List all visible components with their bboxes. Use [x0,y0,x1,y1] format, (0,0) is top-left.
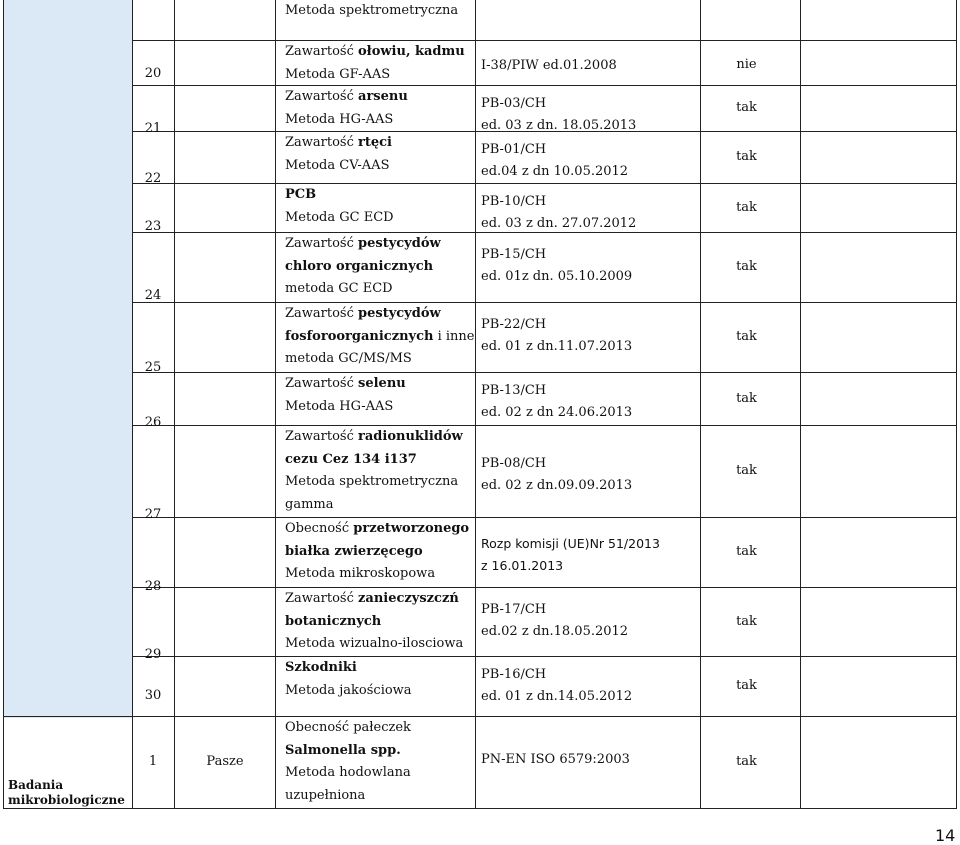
method-line: Zawartość radionuklidów [285,429,463,444]
grid-hline [132,302,957,303]
method-line: gamma [285,496,334,512]
reference-line: z 16.01.2013 [481,558,564,573]
method-line: Metoda GF-AAS [285,66,391,82]
grid-hline [132,517,957,518]
method-line: Metoda wizualno-ilosciowa [285,636,464,651]
row-number: 24 [144,288,162,303]
verdict-cell: nie [736,57,757,72]
grid-vline [800,0,801,808]
reference-line: Rozp komisji (UE)Nr 51/2013 [481,536,660,551]
reference-line: PB-15/CH [481,247,547,262]
method-line: Salmonella spp. [285,742,401,758]
method-line: Metoda hodowlana [285,765,411,780]
reference-line: ed.04 z dn 10.05.2012 [481,164,629,179]
method-line: botanicznych [285,613,382,629]
reference-line: PB-13/CH [481,383,547,398]
grid-vline [956,0,957,808]
verdict-cell: tak [736,149,757,164]
method-line: Zawartość selenu [285,376,406,391]
reference-line: ed. 03 z dn. 18.05.2013 [481,118,637,133]
grid-hline [132,372,957,373]
row-number: 25 [144,360,162,375]
verdict-cell: tak [736,200,757,215]
reference-line: ed. 01 z dn.11.07.2013 [481,339,633,354]
method-line: metoda GC/MS/MS [285,351,412,366]
reference-line: PB-03/CH [481,96,547,111]
method-line: chloro organicznych [285,258,434,274]
reference-line: PB-17/CH [481,602,547,617]
row-number: 20 [144,66,162,81]
verdict-cell: tak [736,391,757,406]
reference-line: PN-EN ISO 6579:2003 [481,752,630,767]
row-number: 22 [144,171,162,186]
grid-hline [3,808,957,809]
grid-hline [132,656,957,657]
method-line: Metoda jakościowa [285,682,412,698]
grid-hline [132,40,957,41]
method-line: Zawartość pestycydów [285,236,441,251]
verdict-cell: tak [736,544,757,559]
reference-line: PB-22/CH [481,317,547,332]
method-line: Metoda HG-AAS [285,111,394,127]
grid-vline [174,0,175,808]
grid-hline [132,85,957,86]
method-line: Metoda spektrometryczna [285,474,459,489]
method-line: Obecność przetworzonego [285,521,470,536]
verdict-cell: tak [736,259,757,274]
grid-vline [3,0,4,808]
grid-hline [132,425,957,426]
row-number: 28 [144,579,162,594]
verdict-cell: tak [736,614,757,629]
row-number: 30 [144,688,162,703]
verdict-cell: tak [736,463,757,478]
row-number: 21 [144,121,162,136]
verdict-cell: tak [736,678,757,693]
reference-line: PB-16/CH [481,667,547,682]
reference-line: ed. 01 z dn.14.05.2012 [481,689,633,704]
method-line: Metoda HG-AAS [285,398,394,414]
row-number: 23 [144,219,162,234]
grid-vline [275,0,276,808]
verdict-cell: tak [736,100,757,115]
reference-line: ed. 02 z dn.09.09.2013 [481,478,633,493]
category-line: Badania [8,778,64,792]
method-line: PCB [285,187,317,202]
row-number: 26 [144,415,162,430]
row-number: 27 [144,507,162,522]
method-line: Zawartość pestycydów [285,306,441,321]
row-number: 29 [144,647,162,662]
table-top-method: Metoda spektrometryczna [285,3,459,18]
grid-hline [132,716,957,717]
grid-vline [132,0,133,808]
method-line: Zawartość arsenu [285,89,408,104]
method-line: fosforoorganicznych i inne [285,328,475,344]
grid-vline [475,0,476,808]
method-line: uzupełniona [285,787,366,803]
method-line: białka zwierzęcego [285,543,423,559]
method-line: Metoda CV-AAS [285,157,390,173]
verdict-cell: tak [736,754,757,769]
reference-line: I-38/PIW ed.01.2008 [481,58,617,73]
object-cell: Pasze [206,754,244,769]
method-line: Metoda GC ECD [285,209,394,225]
reference-line: ed. 03 z dn. 27.07.2012 [481,216,637,231]
reference-line: PB-08/CH [481,456,547,471]
page-number: 14 [935,826,956,845]
method-line: cezu Cez 134 i137 [285,451,417,467]
reference-line: ed.02 z dn.18.05.2012 [481,624,629,639]
method-line: Zawartość ołowiu, kadmu [285,44,465,59]
category-label [8,778,125,808]
method-line: metoda GC ECD [285,281,393,296]
row-number: 1 [148,754,158,769]
method-line: Obecność pałeczek [285,720,411,735]
reference-line: ed. 02 z dn 24.06.2013 [481,405,633,420]
category-line: mikrobiologiczne [8,793,125,807]
verdict-cell: tak [736,329,757,344]
method-line: Metoda mikroskopowa [285,566,436,581]
reference-line: ed. 01z dn. 05.10.2009 [481,269,633,284]
grid-hline [132,587,957,588]
reference-line: PB-10/CH [481,194,547,209]
reference-line: PB-01/CH [481,142,547,157]
grid-hline [3,716,132,717]
method-line: Zawartość zanieczyszczń [285,591,459,606]
method-line: Szkodniki [285,660,357,675]
method-line: Zawartość rtęci [285,135,392,150]
category-column-shading [4,0,132,718]
